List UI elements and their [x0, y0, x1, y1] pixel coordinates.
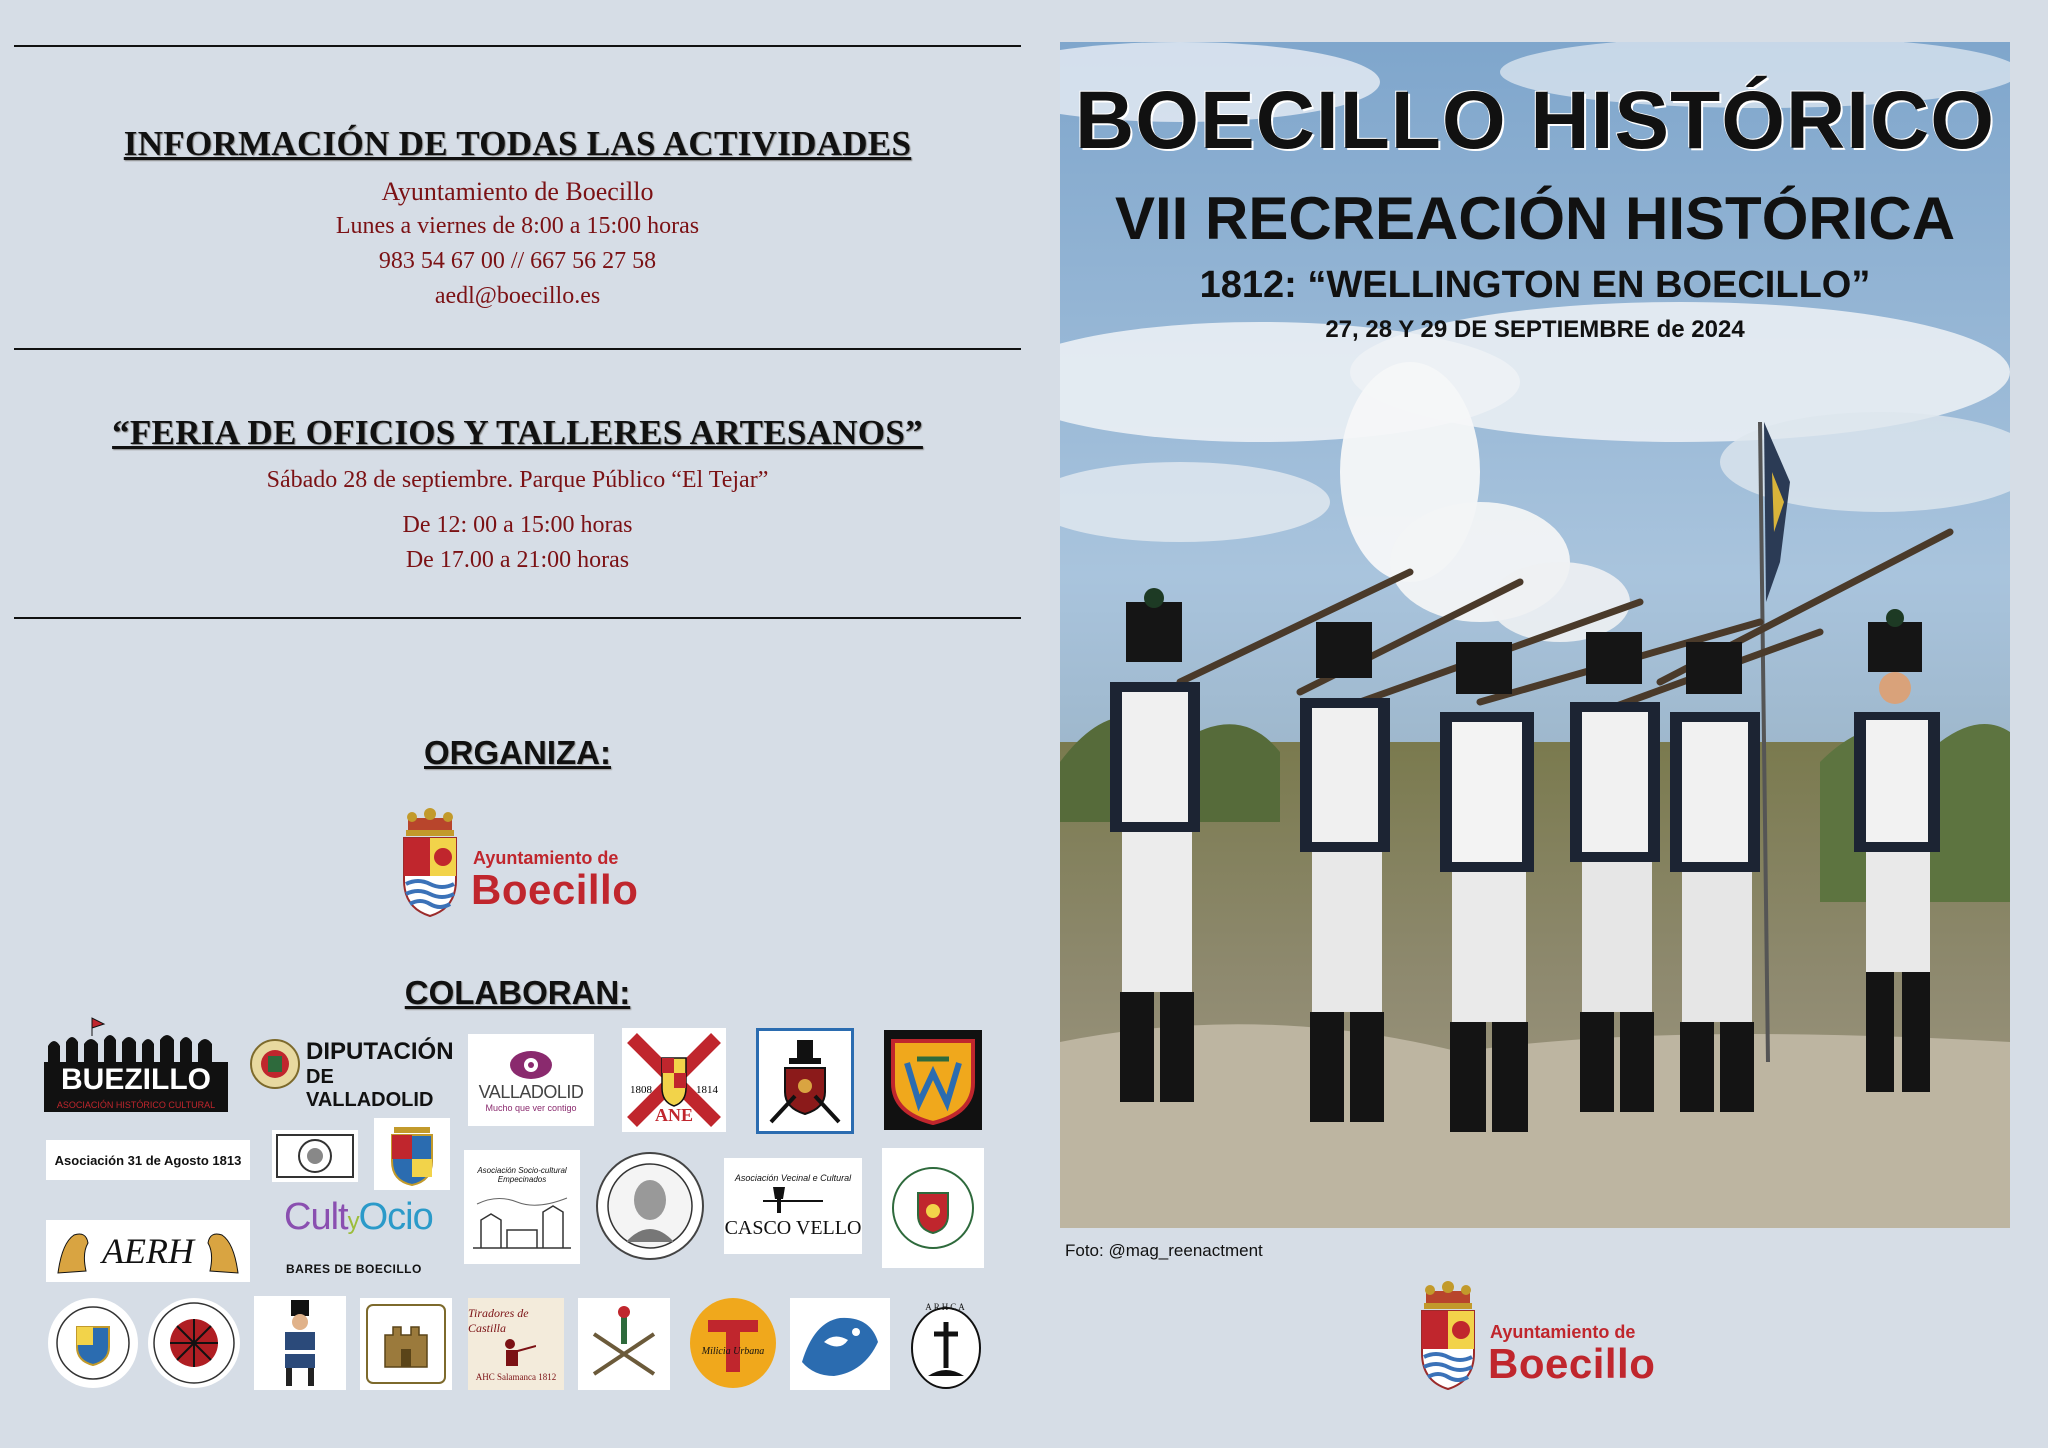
logo-seal-small [272, 1130, 358, 1182]
shield-badge-icon [887, 1033, 979, 1127]
info-line-phones: 983 54 67 00 // 667 56 27 58 [378, 248, 657, 274]
logo-empecinados [464, 1150, 580, 1264]
feria-hours-afternoon: De 17.00 a 21:00 horas [405, 547, 630, 573]
lion-left-icon [52, 1223, 96, 1279]
buezillo-subtitle: ASOCIACIÓN HISTÓRICO CULTURAL [44, 1098, 228, 1112]
mid-rule-1 [14, 348, 1021, 350]
grenadier-shield-icon [765, 1036, 845, 1126]
footer-logo-line1: Ayuntamiento de [1490, 1322, 1636, 1342]
lamp-icon [733, 1183, 853, 1217]
logo-asoc-31-agosto [46, 1140, 250, 1180]
arhca-badge-icon [908, 1298, 984, 1392]
info-line-email[interactable]: aedl@boecillo.es [434, 283, 601, 309]
logo-valladolid [468, 1034, 594, 1126]
top-rule [14, 45, 1021, 47]
castle-sketch-icon [467, 1184, 577, 1256]
logo-blue-lion [790, 1298, 890, 1390]
ane-year-right: 1814 [696, 1084, 718, 1096]
organiza-logo [398, 808, 658, 918]
tau-cross-icon [698, 1308, 768, 1378]
eye-icon [508, 1048, 554, 1082]
info-line-hours: Lunes a viernes de 8:00 a 15:00 horas [335, 213, 700, 239]
blue-lion-icon [794, 1302, 886, 1386]
feria-subtitle: Sábado 28 de septiembre. Parque Público “El Tejar” [266, 467, 769, 493]
logo-grenadier [756, 1028, 854, 1134]
footer-logo-line2: Boecillo [1488, 1340, 1656, 1387]
footer-boecillo-crest-icon [1416, 1280, 1480, 1392]
boecillo-crest-icon [398, 808, 462, 918]
diputacion-line1: DIPUTACIÓN [306, 1038, 454, 1065]
portrait-medal-icon [600, 1156, 700, 1256]
logo-round-seal [882, 1148, 984, 1268]
casco-vello-top: Asociación Vecinal e Cultural [734, 1172, 852, 1183]
info-section [14, 124, 1021, 314]
cultyocio-wordmark [284, 1196, 433, 1239]
milicia-name: Milicia Urbana [701, 1346, 765, 1357]
logo-diputacion [248, 1034, 454, 1111]
logo-portrait-medal [596, 1152, 704, 1260]
colaboran-heading-text: COLABORAN: [404, 974, 631, 1011]
logo-milicia-urbana [690, 1298, 776, 1388]
arhca-name: ARHCA [925, 1302, 967, 1312]
soldier-figure-icon [265, 1298, 335, 1388]
colaboran-heading [14, 974, 1021, 1012]
logo-municipal-crest [374, 1118, 450, 1190]
poster [1060, 42, 2010, 1228]
organiza-logo-line2: Boecillo [471, 866, 639, 913]
poster-dates: 27, 28 Y 29 DE SEPTIEMBRE de 2024 [1325, 316, 1745, 343]
organiza-heading-text: ORGANIZA: [424, 734, 611, 771]
diputacion-line2: DE VALLADOLID [306, 1066, 434, 1111]
logo-tiradores [468, 1298, 564, 1390]
logo-red-yellow [884, 1030, 982, 1130]
feria-title: “FERIA DE OFICIOS Y TALLERES ARTESANOS” [112, 413, 923, 452]
logo-ane [622, 1028, 726, 1132]
poster-title: BOECILLO HISTÓRICO [1075, 75, 1995, 166]
diputacion-crest-icon [248, 1034, 302, 1092]
valladolid-slogan: Mucho que ver contigo [485, 1102, 577, 1113]
cultyocio-part-b: y [347, 1208, 359, 1235]
tiradores-sub: AHC Salamanca 1812 [475, 1372, 557, 1382]
castle-crest-icon [363, 1301, 449, 1387]
photo-credit: Foto: @mag_reenactment [1065, 1241, 1263, 1260]
logo-red-wheel [148, 1298, 240, 1388]
empecinados-name: Asociación Socio-cultural Empecinados [477, 1166, 567, 1184]
valladolid-name: VALLADOLID [478, 1081, 584, 1102]
cultyocio-part-c: Ocio [358, 1196, 433, 1238]
mid-rule-2 [14, 617, 1021, 619]
logo-aerh [46, 1220, 250, 1282]
logo-crossed-rifles [578, 1298, 670, 1390]
logo-arhca [908, 1298, 984, 1392]
poster-subtitle: VII RECREACIÓN HISTÓRICA [1114, 185, 1956, 252]
ane-year-left: 1808 [630, 1084, 652, 1096]
round-seal-icon [888, 1163, 978, 1253]
logo-cultyocio [284, 1196, 444, 1280]
logo-casco-vello [724, 1158, 862, 1254]
red-wheel-icon [151, 1300, 237, 1386]
asoc31-name: Asociación 31 de Agosto 1813 [54, 1152, 242, 1168]
logo-soldier-figure [254, 1296, 346, 1390]
poster-event: 1812: “WELLINGTON EN BOECILLO” [1199, 264, 1871, 306]
casco-vello-name: CASCO VELLO [724, 1216, 862, 1239]
rifleman-icon [496, 1336, 536, 1372]
buezillo-name: BUEZILLO [44, 1062, 228, 1098]
bares-label: BARES DE BOECILLO [286, 1262, 422, 1276]
logo-castle-crest [360, 1298, 452, 1390]
cultyocio-part-a: Cult [284, 1196, 348, 1238]
logo-buezillo [44, 1016, 228, 1112]
organiza-logo-line1: Ayuntamiento de [473, 848, 619, 868]
logo-independencia [48, 1298, 138, 1388]
crossed-rifles-icon [584, 1304, 664, 1384]
footer-logo [1416, 1280, 1676, 1392]
organiza-heading [14, 734, 1021, 772]
ane-name: ANE [654, 1105, 693, 1125]
info-title: INFORMACIÓN DE TODAS LAS ACTIVIDADES [123, 124, 912, 163]
info-line-ayuntamiento: Ayuntamiento de Boecillo [381, 177, 654, 206]
tiradores-name: Tiradores de Castilla [468, 1306, 529, 1335]
lion-right-icon [200, 1223, 244, 1279]
seal-icon [275, 1133, 355, 1179]
aerh-name: AERH [102, 1231, 194, 1271]
feria-section [14, 413, 1021, 578]
independencia-shield-icon [53, 1303, 133, 1383]
feria-hours-morning: De 12: 00 a 15:00 horas [402, 512, 633, 538]
municipal-crest-icon [384, 1121, 440, 1187]
